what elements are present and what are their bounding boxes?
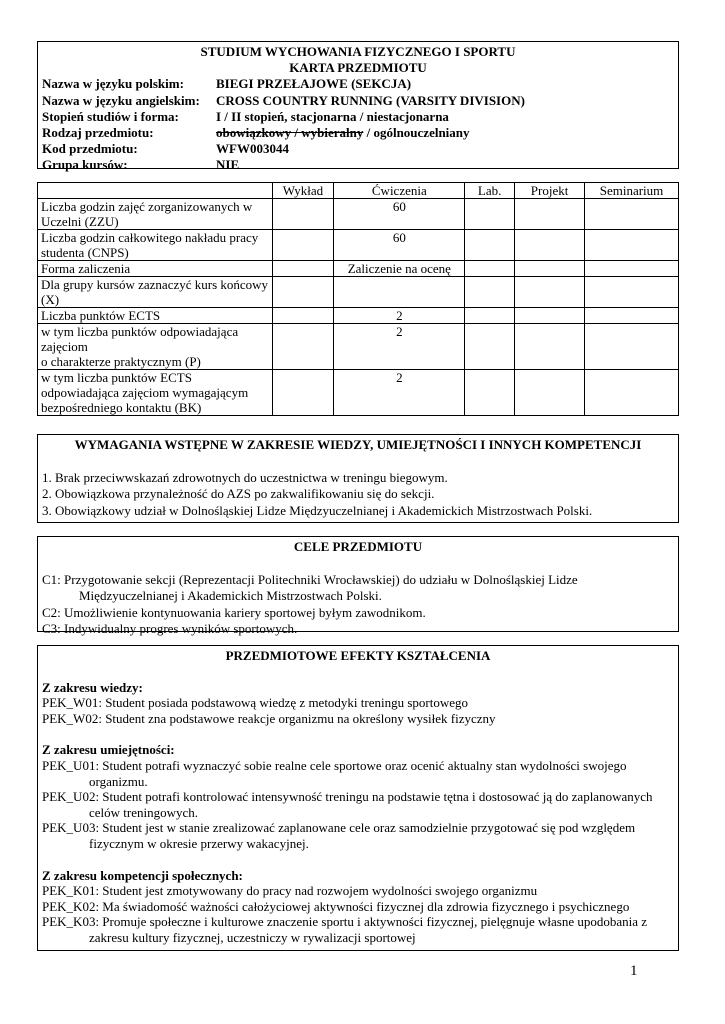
outcome-item: PEK_K03: Promuje społeczne i kulturowe znaczenie sportu i aktywności fizycznej, pielęgnuje własne upodobania z zakresu kultury fizycznej, uczestniczy w rywalizacji sportowej — [42, 914, 648, 945]
value-code: WFW003044 — [216, 141, 289, 157]
goal-item: C2: Umożliwienie kontynuowania kariery sportowej byłym zawodnikom. — [42, 604, 426, 620]
cell-practical-exercises: 2 — [334, 324, 465, 370]
table-row — [38, 199, 679, 230]
header-row-level — [42, 109, 674, 125]
social-heading: Z zakresu kompetencji społecznych: — [42, 867, 243, 883]
requirement-item: 2. Obowiązkowa przynależność do AZS po zakwalifikowaniu się do sekcji. — [42, 486, 435, 501]
page-number: 1 — [630, 963, 638, 979]
requirements-section — [37, 434, 679, 523]
cell-ects-exercises: 2 — [334, 308, 465, 324]
cell-cnps-exercises: 60 — [334, 230, 465, 261]
goals-title: CELE PRZEDMIOTU — [293, 539, 423, 554]
header-row-name-en — [42, 93, 674, 109]
row-label-final-course: Dla grupy kursów zaznaczyć kurs końcowy (X) — [38, 277, 273, 308]
value-name-pl: BIEGI PRZEŁAJOWE (SEKCJA) — [216, 76, 412, 92]
row-label-zzu: Liczba godzin zajęć zorganizowanych w Uczelni (ZZU) — [38, 199, 273, 230]
goal-item: C3: Indywidualny progres wyników sportowych. — [42, 621, 298, 636]
requirement-item: 1. Brak przeciwwskazań zdrowotnych do uczestnictwa w treningu biegowym. — [42, 469, 448, 485]
table-row — [38, 308, 679, 324]
skills-heading: Z zakresu umiejętności: — [42, 742, 175, 758]
header-cell-exercises: Ćwiczenia — [334, 183, 465, 199]
row-label-practical: w tym liczba punktów odpowiadająca zajęciom o charakterze praktycznym (P) — [38, 324, 273, 370]
outcomes-title: PRZEDMIOTOWE EFEKTY KSZTAŁCENIA — [225, 648, 491, 663]
header-subtitle: KARTA PRZEDMIOTU — [289, 60, 427, 76]
row-label-credit-form: Forma zaliczenia — [38, 261, 273, 277]
table-row — [38, 230, 679, 261]
value-group: NIE — [216, 157, 240, 173]
outcome-item: PEK_K02: Ma świadomość ważności całożyciowej aktywności fizycznej dla zdrowia fizycznego i psychicznego — [42, 898, 630, 914]
course-header — [37, 41, 679, 173]
label-group: Grupa kursów: — [42, 157, 128, 173]
label-name-pl: Nazwa w języku polskim: — [42, 76, 184, 92]
table-row — [38, 277, 679, 308]
requirements-title: WYMAGANIA WSTĘPNE W ZAKRESIE WIEDZY, UMIEJĘTNOŚCI I INNYCH KOMPETENCJI — [74, 437, 642, 452]
value-type-struck: obowiązkowy / wybieralny — [216, 125, 364, 141]
cell-credit-form-exercises: Zaliczenie na ocenę — [334, 261, 465, 277]
cell-final-course-exercises — [334, 277, 465, 308]
header-title: STUDIUM WYCHOWANIA FIZYCZNEGO I SPORTU — [200, 44, 516, 59]
label-code: Kod przedmiotu: — [42, 141, 138, 157]
outcome-item: PEK_K01: Student jest zmotywowany do pracy nad rozwojem wydolności swojego organizmu — [42, 883, 538, 899]
label-name-en: Nazwa w języku angielskim: — [42, 92, 200, 108]
goals-section — [37, 536, 679, 636]
row-label-cnps: Liczba godzin całkowitego nakładu pracy studenta (CNPS) — [38, 230, 273, 261]
table-header-row — [38, 183, 679, 199]
header-row-name-pl — [42, 76, 674, 92]
header-cell-lecture: Wykład — [272, 183, 334, 199]
row-label-bk: w tym liczba punktów ECTS odpowiadająca zajęciom wymagającym bezpośredniego kontaktu (BK) — [38, 370, 273, 416]
table-row — [38, 370, 679, 416]
cell-zzu-exercises: 60 — [334, 199, 465, 230]
outcome-item: PEK_W01: Student posiada podstawową wiedzę z metodyki treningu sportowego — [42, 695, 469, 711]
header-row-group — [42, 157, 674, 173]
header-cell-seminar: Seminarium — [585, 183, 679, 199]
value-type-rest: / ogólnouczelniany — [363, 125, 470, 141]
table-row — [38, 261, 679, 277]
outcome-item: PEK_U01: Student potrafi wyznaczyć sobie realne cele sportowe oraz ocenić aktualny stan wydolności swojego organizmu. — [42, 757, 627, 789]
knowledge-heading: Z zakresu wiedzy: — [42, 679, 143, 695]
outcome-item: PEK_U03: Student jest w stanie zrealizować zaplanowane cele oraz samodzielnie przygotować się pod względem fizycznym w okresie przerwy wakacyjnej. — [42, 820, 636, 851]
cell-bk-exercises: 2 — [334, 370, 465, 416]
header-row-code — [42, 141, 674, 157]
table-row — [38, 324, 679, 370]
learning-outcomes-section — [37, 645, 679, 951]
label-type: Rodzaj przedmiotu: — [42, 125, 154, 141]
header-cell-empty — [38, 183, 273, 199]
value-name-en: CROSS COUNTRY RUNNING (VARSITY DIVISION) — [216, 92, 525, 108]
value-level: I / II stopień, stacjonarna / niestacjonarna — [216, 108, 449, 124]
header-row-type — [42, 125, 674, 141]
goal-item: C1: Przygotowanie sekcji (Reprezentacji Politechniki Wrocławskiej) do udziału w Dolnośląskiej Lidze Międzyuczelnianej i Akademickich Mistrzostwach Polski. — [42, 571, 578, 603]
label-level: Stopień studiów i forma: — [42, 108, 179, 124]
header-cell-project: Projekt — [515, 183, 585, 199]
requirement-item: 3. Obowiązkowy udział w Dolnośląskiej Lidze Międzyuczelnianej i Akademickich Mistrzostwach Polski. — [42, 502, 593, 518]
row-label-ects: Liczba punktów ECTS — [38, 308, 273, 324]
outcome-item: PEK_W02: Student zna podstawowe reakcje organizmu na określony wysiłek fizyczny — [42, 710, 496, 726]
outcome-item: PEK_U02: Student potrafi kontrolować intensywność treningu na podstawie tętna i dostosować ją do zaplanowanych celów treningowych. — [42, 789, 653, 820]
header-cell-lab: Lab. — [465, 183, 515, 199]
hours-table — [37, 182, 679, 416]
